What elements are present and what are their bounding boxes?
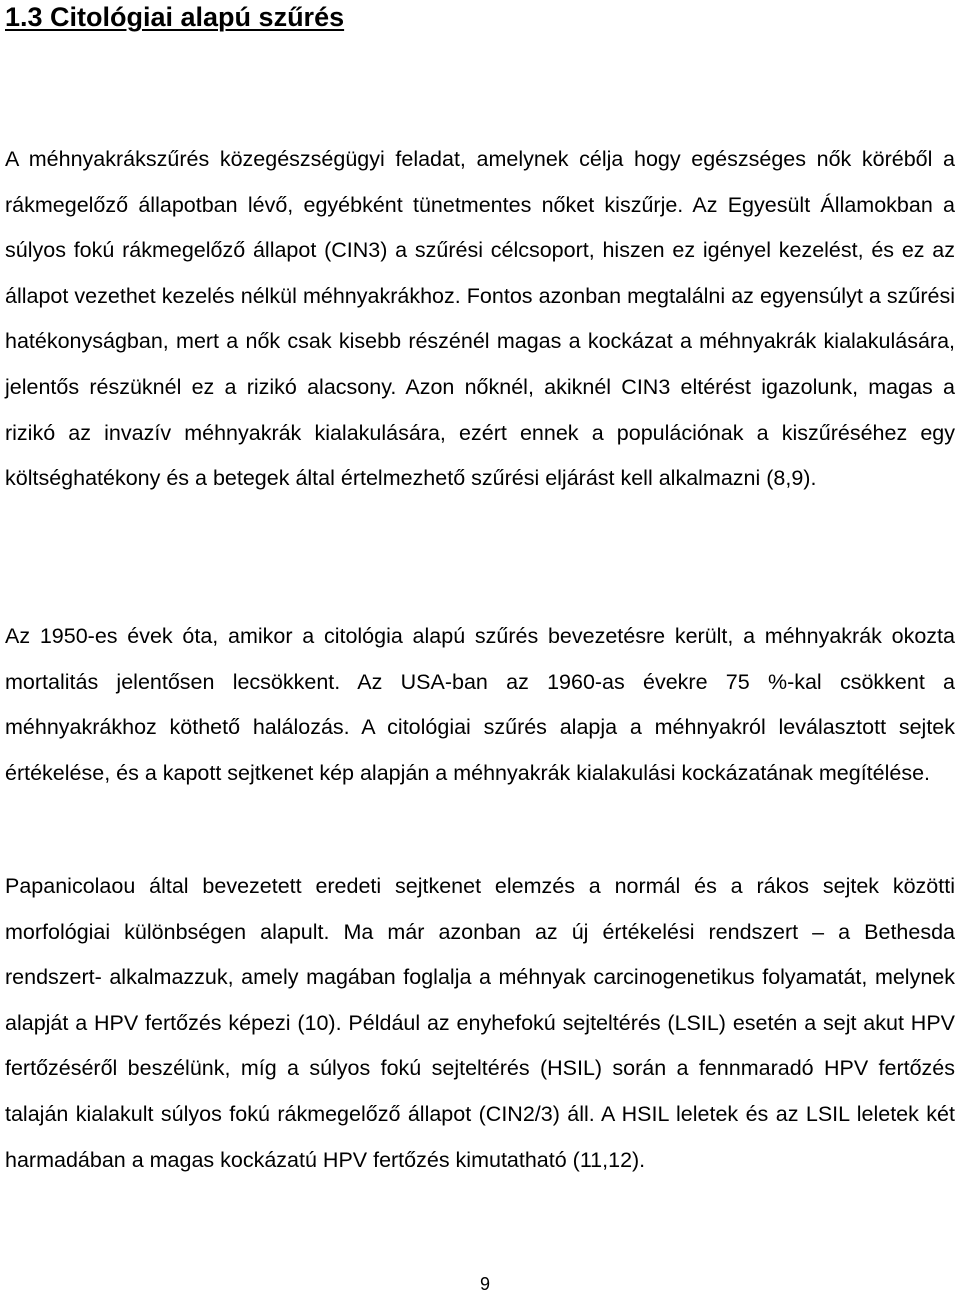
document-page [5,0,955,1298]
paragraph-cytology-history: Az 1950-es évek óta, amikor a citológia alapú szűrés bevezetésre került, a méhnyakrák okozta mortalitás jelentősen lecsökkent. Az USA-ban az 1960-as évekre 75 %-kal csökkent a méhnyakrákhoz köthető halálozás. A citológiai szűrés alapja a méhnyakról leválasztott sejtek értékelése, és a kapott sejtkenet kép alapján a méhnyakrák kialakulási kockázatának megítélése. [5,624,955,785]
section-title: 1.3 Citológiai alapú szűrés [5,2,345,32]
paragraph-screening-goal: A méhnyakrákszűrés közegészségügyi feladat, amelynek célja hogy egészséges nők köréből a rákmegelőző állapotban lévő, egyébként tünetmentes nőket kiszűrje. Az Egyesült Államokban a súlyos fokú rákmegelőző állapot (CIN3) a szűrési célcsoport, hiszen ez igényel kezelést, és ez az állapot vezethet kezelés nélkül méhnyakrákhoz. Fontos azonban megtalálni az egyensúlyt a szűrési hatékonyságban, mert a nők csak kisebb részénél magas a kockázat a méhnyakrák kialakulására, jelentős részüknél ez a rizikó alacsony. Azon nőknél, akiknél CIN3 eltérést igazolunk, magas a rizikó az invazív méhnyakrák kialakulására, ezért ennek a populációnak a kiszűréséhez egy költséghatékony és a betegek által értelmezhető szűrési eljárást kell alkalmazni (8,9). [5,147,955,491]
page-number: 9 [479,1274,490,1294]
paragraph-bethesda-system: Papanicolaou által bevezetett eredeti sejtkenet elemzés a normál és a rákos sejtek közötti morfológiai különbségen alapult. Ma már azonban az új értékelési rendszert – a Bethesda rendszert- alkalmazzuk, amely magában foglalja a méhnyak carcinogenetikus folyamatát, melynek alapját a HPV fertőzés képezi (10). Például az enyhefokú sejteltérés (LSIL) esetén a sejt akut HPV fertőzéséről beszélünk, míg a súlyos fokú sejteltérés (HSIL) során a fennmaradó HPV fertőzés talaján kialakult súlyos fokú rákmegelőző állapot (CIN2/3) áll. A HSIL leletek és az LSIL leletek két harmadában a magas kockázatú HPV fertőzés kimutatható (11,12). [5,874,955,1172]
